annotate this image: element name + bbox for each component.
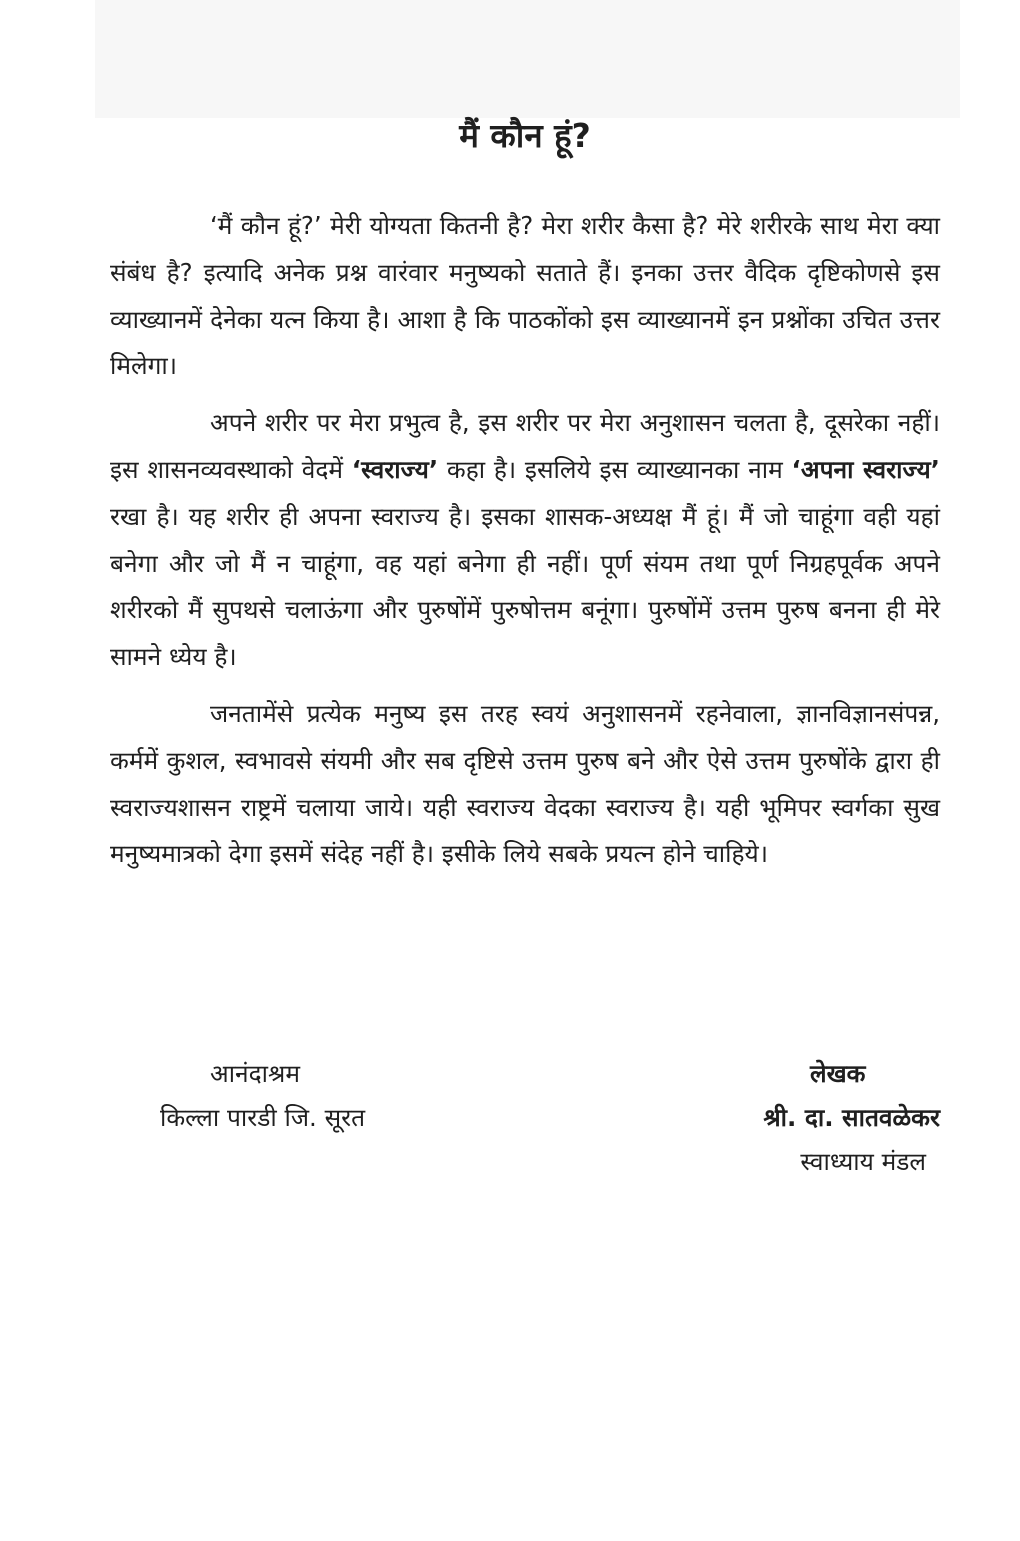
signature-place: [160, 1052, 490, 1140]
paragraph-2-part-2: कहा है। इसलिये इस व्याख्यानका नाम: [438, 454, 792, 484]
paragraph-1: ‘मैं कौन हूं?’ मेरी योग्यता कितनी है? मेरा शरीर कैसा है? मेरे शरीरके साथ मेरा क्या संबंध है? इत्यादि अनेक प्रश्न वारंवार मनुष्यको सताते हैं। इनका उत्तर वैदिक दृष्टिकोणसे इस व्याख्यानमें देनेका यत्न किया है। आशा है कि पाठकोंको इस व्याख्यानमें इन प्रश्नोंका उचित उत्तर मिलेगा।: [110, 211, 940, 381]
page-title: मैं कौन हूं?: [459, 116, 591, 155]
paragraph-3: जनतामेंसे प्रत्येक मनुष्य इस तरह स्वयं अनुशासनमें रहनेवाला, ज्ञानविज्ञानसंपन्न, कर्ममें कुशल, स्वभावसे संयमी और सब दृष्टिसे उत्तम पुरुष बने और ऐसे उत्तम पुरुषोंके द्वारा ही स्वराज्यशासन राष्ट्रमें चलाया जाये। यही स्वराज्य वेदका स्वराज्य है। यही भूमिपर स्वर्गका सुख मनुष्यमात्रको देगा इसमें संदेह नहीं है। इसीके लिये सबके प्रयत्न होने चाहिये।: [110, 698, 940, 869]
paragraph-2: [110, 400, 940, 681]
paragraph-2-part-1: अपने शरीर पर मेरा प्रभुत्व है, इस शरीर पर मेरा अनुशासन चलता है, दूसरेका नहीं। इस शासनव्यवस्थाको वेदमें: [110, 408, 940, 484]
body-text: [110, 203, 940, 888]
author-name: श्री. दा. सातवळेकर: [763, 1103, 940, 1132]
paragraph-2-part-3: रखा है। यह शरीर ही अपना स्वराज्य है। इसका शासक-अध्यक्ष मैं हूं। मैं जो चाहूंगा वही यहां बनेगा और जो मैं न चाहूंगा, वह यहां बनेगा ही नहीं। पूर्ण संयम तथा पूर्ण निग्रहपूर्वक अपने शरीरको मैं सुपथसे चलाऊंगा और पुरुषोंमें पुरुषोत्तम बनूंगा। पुरुषोंमें उत्तम पुरुष बनना ही मेरे सामने ध्येय है।: [110, 501, 940, 672]
bold-term-apna-swarajya: ‘अपना स्वराज्य’: [791, 454, 940, 484]
place-name: आनंदाश्रम: [210, 1059, 300, 1088]
author-label: लेखक: [810, 1059, 866, 1088]
author-organization: स्वाध्याय मंडल: [800, 1147, 926, 1176]
place-address: किल्ला पारडी जि. सूरत: [160, 1103, 366, 1132]
bold-term-swarajya: ‘स्वराज्य’: [351, 454, 439, 484]
page-top-shade: [95, 0, 960, 118]
signature-author: [670, 1052, 940, 1184]
